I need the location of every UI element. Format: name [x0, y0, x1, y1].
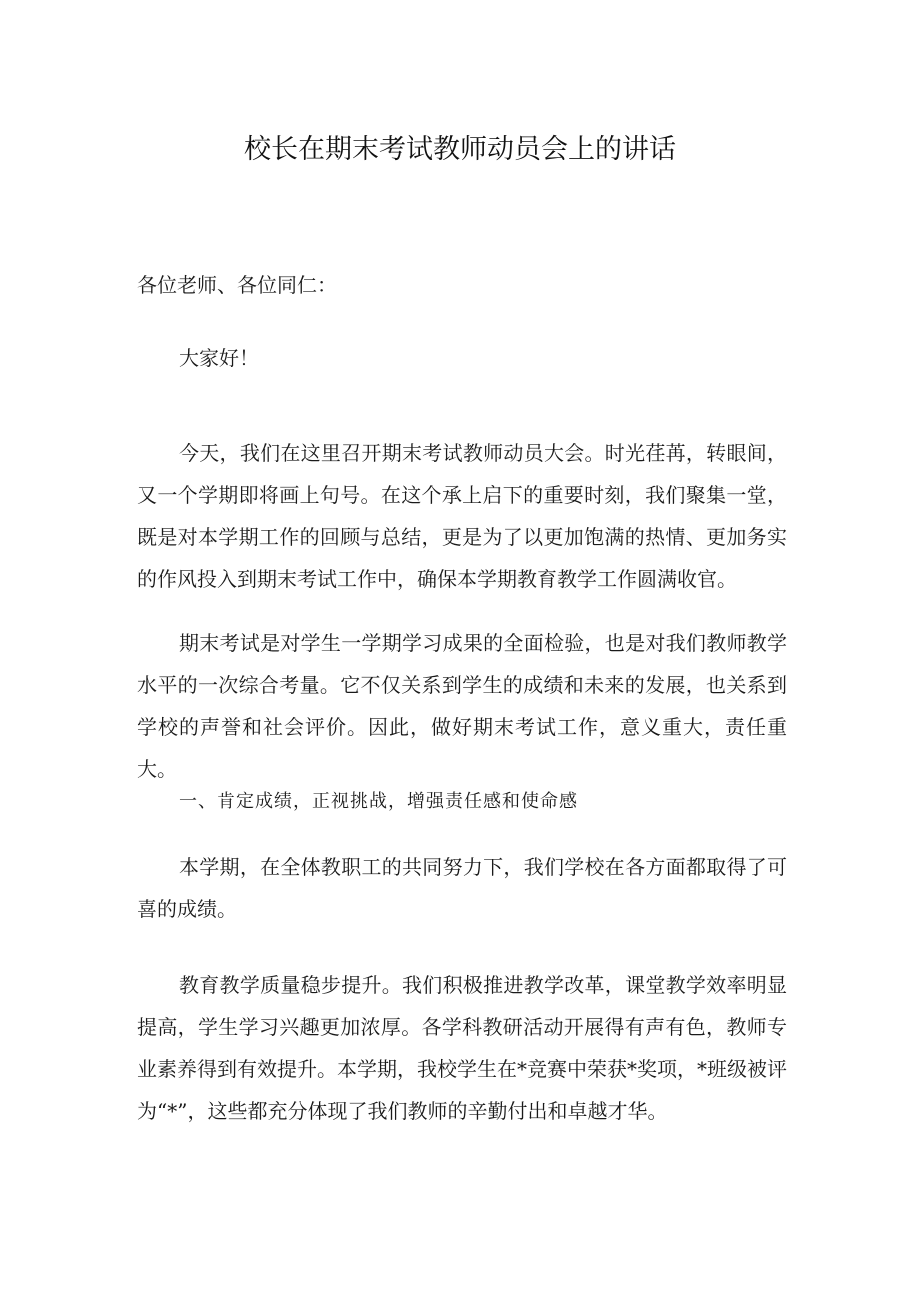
greeting: 各位老师、各位同仁： [137, 273, 337, 297]
paragraph-exam-significance: 期末考试是对学生一学期学习成果的全面检验，也是对我们教师教学水平的一次综合考量。它不仅关系到学生的成绩和未来的发展，也关系到学校的声誉和社会评价。因此，做好期末考试工作，意义重大，责任重大。 [137, 631, 787, 781]
paragraph-intro: 今天，我们在这里召开期末考试教师动员大会。时光荏苒，转眼间，又一个学期即将画上句号。在这个承上启下的重要时刻，我们聚集一堂，既是对本学期工作的回顾与总结，更是为了以更加饱满的热情、更加务实的作风投入到期末考试工作中，确保本学期教育教学工作圆满收官。 [137, 441, 787, 591]
paragraph-achievements: 本学期，在全体教职工的共同努力下，我们学校在各方面都取得了可喜的成绩。 [137, 855, 787, 921]
paragraph-hello: 大家好！ [179, 346, 259, 370]
paragraph-teaching-quality: 教育教学质量稳步提升。我们积极推进教学改革，课堂教学效率明显提高，学生学习兴趣更加浓厚。各学科教研活动开展得有声有色，教师专业素养得到有效提升。本学期，我校学生在*竞赛中荣获*奖项，*班级被评为“*”，这些都充分体现了我们教师的辛勤付出和卓越才华。 [137, 973, 787, 1123]
document-title: 校长在期末考试教师动员会上的讲话 [244, 134, 676, 165]
section-heading: 一、肯定成绩，正视挑战，增强责任感和使命感 [179, 791, 578, 812]
